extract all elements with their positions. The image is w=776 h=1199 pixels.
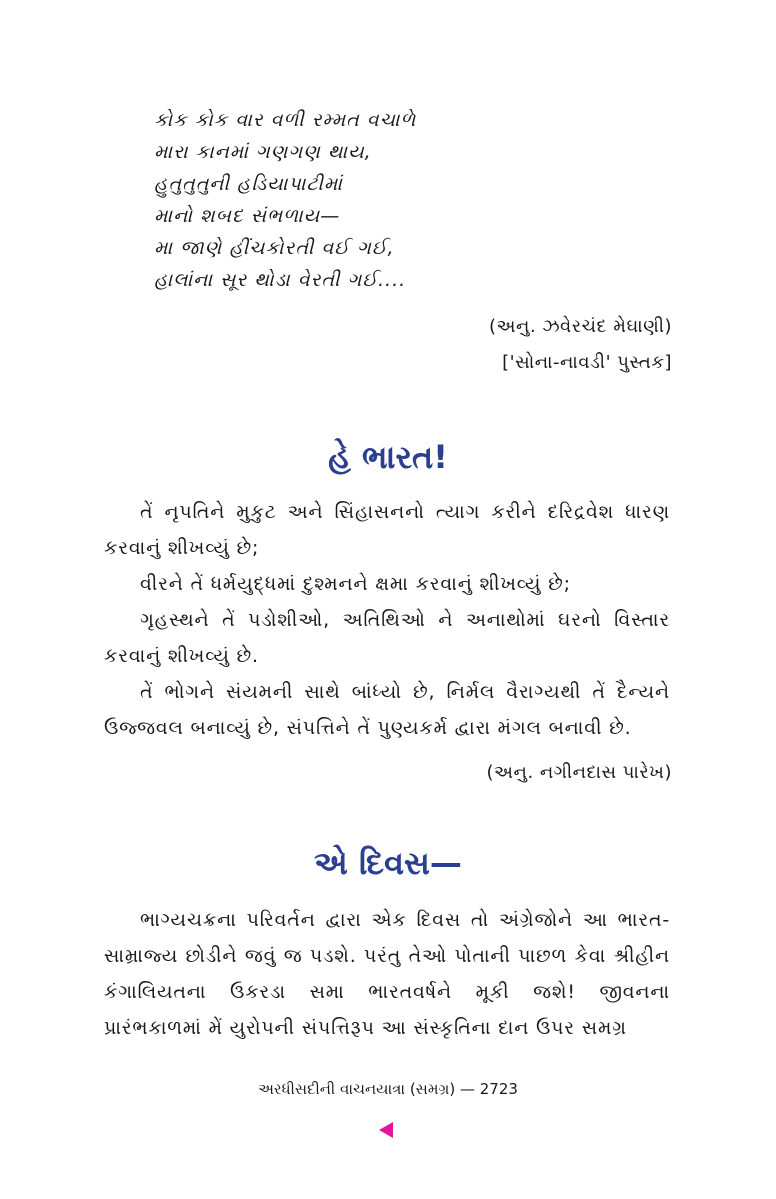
poem-line: કોક કોક વાર વળી રમ્મત વચાળે — [154, 109, 417, 131]
paragraph: તેં નૃપતિને મુકુટ અને સિંહાસનનો ત્યાગ કરીને દરિદ્રવેશ ધારણ કરવાનું શીખવ્યું છે; — [104, 501, 670, 559]
section-body-he-bharat — [104, 494, 670, 746]
poem-line: મા જાણે હીંચકોરતી વઈ ગઈ, — [154, 237, 395, 259]
section-body-e-divas — [104, 902, 670, 1046]
section-translator-credit: (અનુ. નગીનદાસ પારેખ) — [486, 762, 672, 783]
paragraph: ભાગ્યચક્રના પરિવર્તન દ્વારા એક દિવસ તો અંગ્રેજોને આ ભારત-સામ્રાજ્ય છોડીને જવું જ પડશે. પરંતુ તેઓ પોતાની પાછળ કેવા શ્રીહીન કંગાલિયતના ઉકરડા સમા ભારતવર્ષને મૂકી જશે! જીવનના પ્રારંભકાળમાં મેં યુરોપની સંપત્તિરૂપ આ સંસ્કૃતિના દાન ઉપર સમગ્ર — [104, 909, 670, 1039]
poem-line: હુતુતુતુની હડિયાપાટીમાં — [154, 173, 343, 195]
previous-page-arrow-icon[interactable] — [379, 1122, 393, 1138]
section-title-e-divas: એ દિવસ— — [314, 844, 462, 882]
paragraph: તેં ભોગને સંયમની સાથે બાંધ્યો છે, નિર્મલ વૈરાગ્યથી તેં દૈન્યને ઉજ્જવલ બનાવ્યું છે, સંપત્તિને તેં પુણ્યકર્મ દ્વારા મંગલ બનાવી છે. — [104, 681, 670, 739]
poem-book-credit: ['સોના-નાવડી' પુસ્તક] — [502, 352, 672, 373]
poem-translator-credit: (અનુ. ઝવેરચંદ મેઘાણી) — [489, 316, 672, 337]
page-footer: અરધીસદીની વાચનયાત્રા (સમગ્ર) — 2723 — [258, 1080, 518, 1098]
section-title-he-bharat: હે ભારત! — [328, 438, 448, 476]
poem-block — [154, 104, 574, 296]
poem-line: માનો શબદ સંભળાય— — [154, 205, 341, 227]
paragraph: ગૃહસ્થને તેં પડોશીઓ, અતિથિઓ ને અનાથોમાં ઘરનો વિસ્તાર કરવાનું શીખવ્યું છે. — [104, 609, 670, 667]
poem-line: મારા કાનમાં ગણગણ થાય, — [154, 141, 372, 163]
paragraph: વીરને તેં ધર્મયુદ્ધમાં દુશ્મનને ક્ષમા કરવાનું શીખવ્યું છે; — [140, 573, 571, 595]
poem-line: હાલાંના સૂર થોડા વેરતી ગઈ.... — [154, 269, 407, 291]
